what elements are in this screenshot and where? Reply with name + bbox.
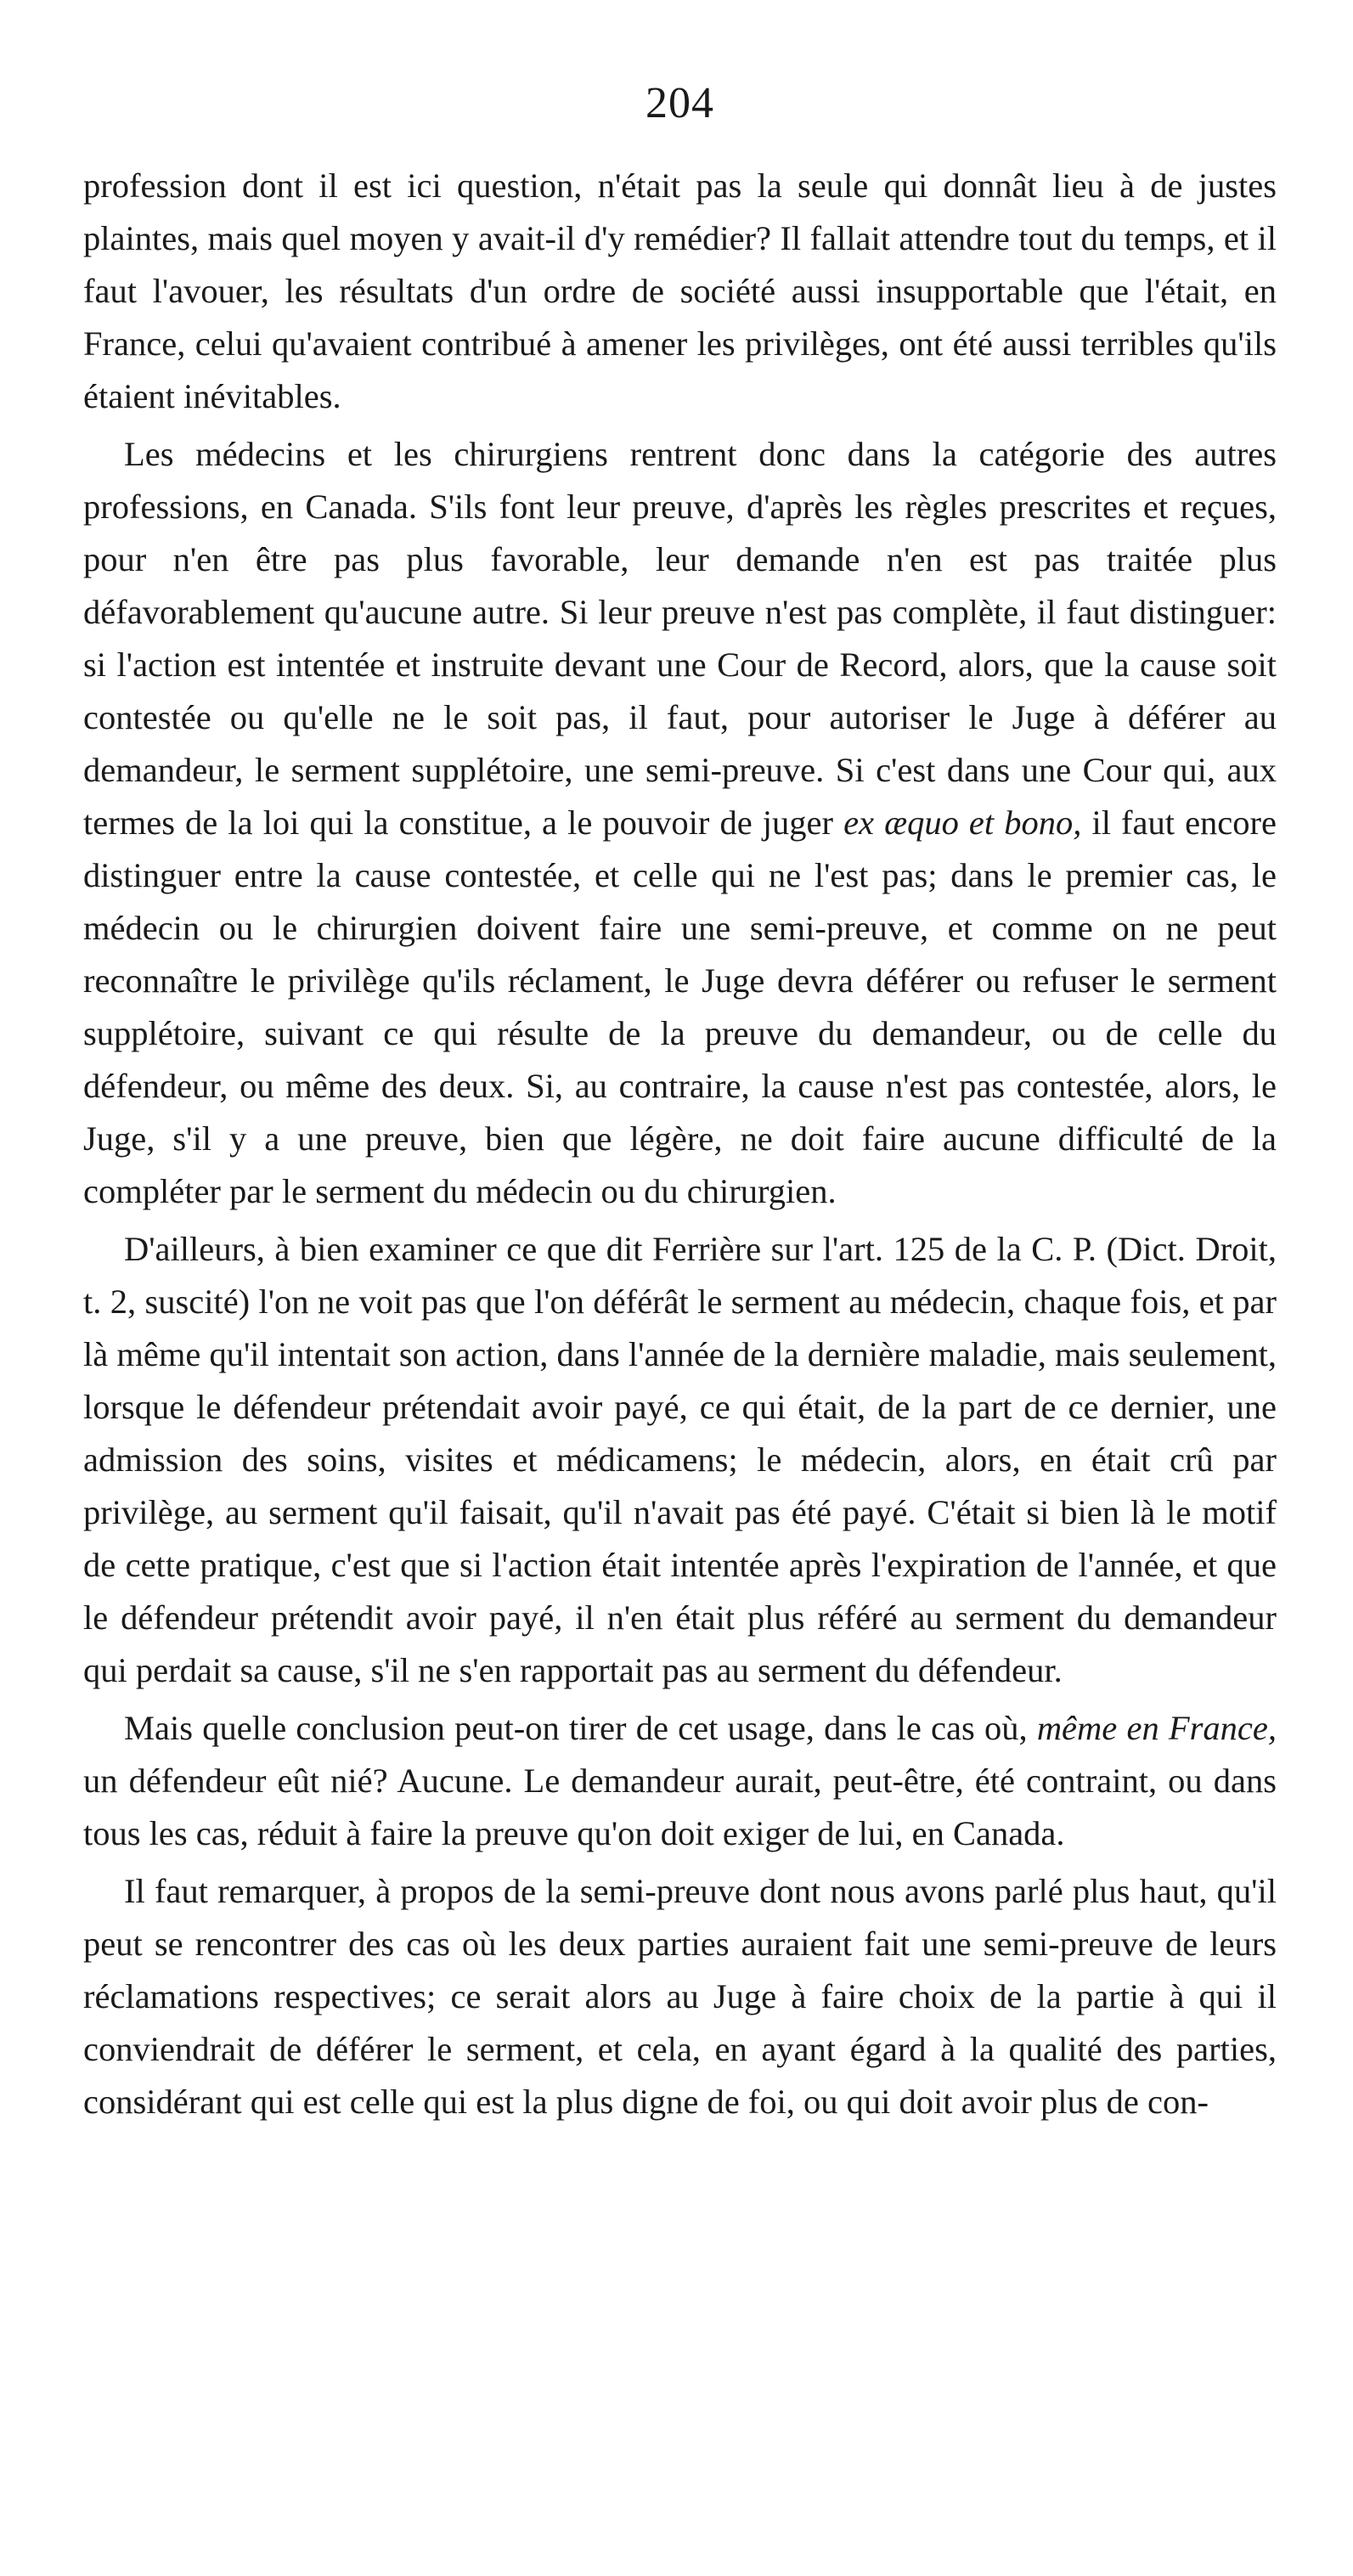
text-run: Les médecins et les chirurgiens rentrent donc dans la catégorie des autres professions, en Canada. S'ils font leur preuve, d'après les règles prescrites et reçues, pour n'en être pas plus favorable, leur demande n'en est pas traitée plus défavorablement qu'aucune autre. Si leur preuve n'est pas complète, il faut distinguer: si l'action est intentée et instruite devant une Cour de Record, alors, que la cause soit contestée ou qu'elle ne le soit pas, il faut, pour autoriser le Juge à déférer au demandeur, le serment supplétoire, une semi-preuve. Si c'est dans une Cour qui, aux termes de la loi qui la constitue, a le pouvoir de juger — [83, 435, 1277, 842]
text-run: il faut encore distinguer entre la cause contestée, et celle qui ne l'est pas; dans le premier cas, le médecin ou le chirurgien doivent faire une semi-preuve, et comme on ne peut reconnaître le privilège qu'ils réclament, le Juge devra déférer ou refuser le serment supplétoire, suivant ce qui résulte de la preuve du demandeur, ou de celle du défendeur, ou même des deux. Si, au contraire, la cause n'est pas contestée, alors, le Juge, s'il y a une preuve, bien que légère, ne doit faire aucune difficulté de la compléter par le serment du médecin ou du chirurgien. — [83, 803, 1277, 1210]
paragraph — [83, 1223, 1277, 1697]
text-run: D'ailleurs, à bien examiner ce que dit Ferrière sur l'art. 125 de la C. P. (Dict. Droit, t. 2, suscité) l'on ne voit pas que l'on déférât le serment au médecin, chaque fois, et par là même qu'il intentait son action, dans l'année de la dernière maladie, mais seulement, lorsque le défendeur prétendait avoir payé, ce qui était, de la part de ce dernier, une admission des soins, visites et médicamens; le médecin, alors, en était crû par privilège, au serment qu'il faisait, qu'il n'avait pas été payé. C'était si bien là le motif de cette pratique, c'est que si l'action était intentée après l'expiration de l'année, et que le défendeur prétendit avoir payé, il n'en était plus référé au serment du demandeur qui perdait sa cause, s'il ne s'en rapportait pas au serment du défendeur. — [83, 1230, 1277, 1689]
text-run: un défendeur eût nié? Aucune. Le demandeur aurait, peut-être, été contraint, ou dans tous les cas, réduit à faire la preuve qu'on doit exiger de lui, en Canada. — [83, 1761, 1277, 1852]
paragraph — [83, 160, 1277, 423]
italic-phrase: ex æquo et bono, — [843, 803, 1082, 842]
text-run: Mais quelle conclusion peut-on tirer de cet usage, dans le cas où, — [124, 1709, 1037, 1747]
body-text — [83, 160, 1277, 2128]
italic-phrase: même en France, — [1036, 1709, 1277, 1747]
paragraph — [83, 1865, 1277, 2128]
paragraph — [83, 428, 1277, 1218]
text-run: profession dont il est ici question, n'était pas la seule qui donnât lieu à de justes plaintes, mais quel moyen y avait-il d'y remédier? Il fallait attendre tout du temps, et il faut l'avouer, les résultats d'un ordre de société aussi insupportable que l'était, en France, celui qu'avaient contribué à amener les privilèges, ont été aussi terribles qu'ils étaient inévitables. — [83, 166, 1277, 415]
paragraph — [83, 1702, 1277, 1860]
page-number: 204 — [645, 79, 714, 127]
text-run: Il faut remarquer, à propos de la semi-preuve dont nous avons parlé plus haut, qu'il peut se rencontrer des cas où les deux parties auraient fait une semi-preuve de leurs réclamations respectives; ce serait alors au Juge à faire choix de la partie à qui il conviendrait de déférer le serment, et cela, en ayant égard à la qualité des parties, considérant qui est celle qui est la plus digne de foi, ou qui doit avoir plus de con- — [83, 1872, 1277, 2121]
